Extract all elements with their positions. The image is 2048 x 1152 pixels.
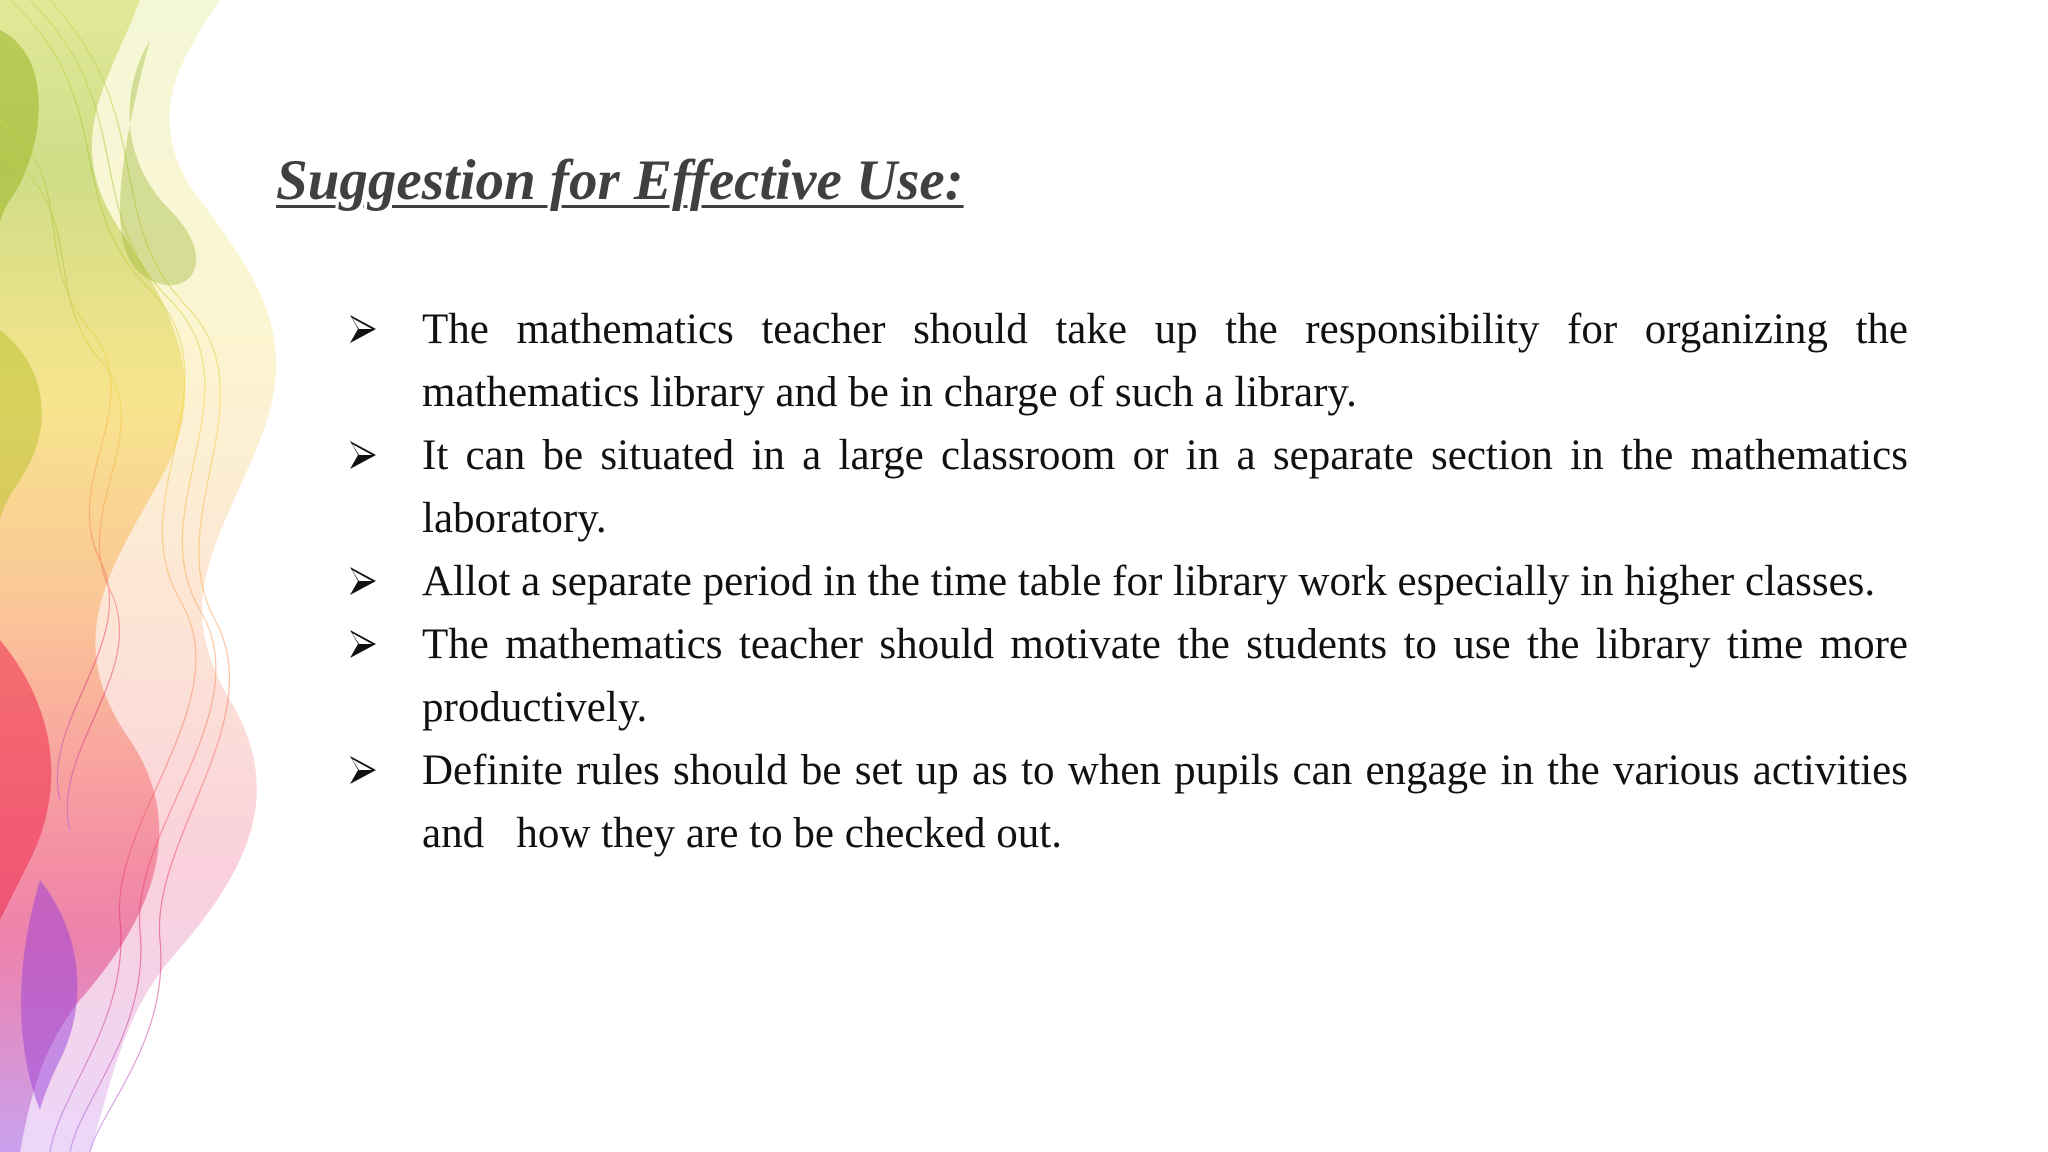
bullet-text: Allot a separate period in the time table for library work especially in higher classes. (422, 558, 1876, 605)
arrowhead-bullet-icon (348, 313, 378, 345)
bullet-list (340, 298, 1919, 865)
list-item (340, 613, 1919, 739)
arrowhead-bullet-icon (348, 754, 378, 786)
list-item (340, 424, 1919, 550)
list-item (340, 298, 1919, 424)
bullet-text: The mathematics teacher should take up the responsibility for organizing the mathematics library and be in charge of such a library. (422, 306, 1919, 416)
list-item (340, 550, 1908, 613)
arrowhead-bullet-icon (348, 439, 378, 471)
arrowhead-bullet-icon (348, 628, 378, 660)
bullet-text: It can be situated in a large classroom or in a separate section in the mathematics laboratory. (422, 432, 1919, 542)
slide-title: Suggestion for Effective Use: (276, 149, 964, 212)
bullet-text: Definite rules should be set up as to when pupils can engage in the various activities and how they are to be checked out. (422, 747, 1919, 857)
arrowhead-bullet-icon (348, 565, 378, 597)
list-item (340, 739, 1919, 865)
bullet-text: The mathematics teacher should motivate the students to use the library time more productively. (422, 621, 1919, 731)
